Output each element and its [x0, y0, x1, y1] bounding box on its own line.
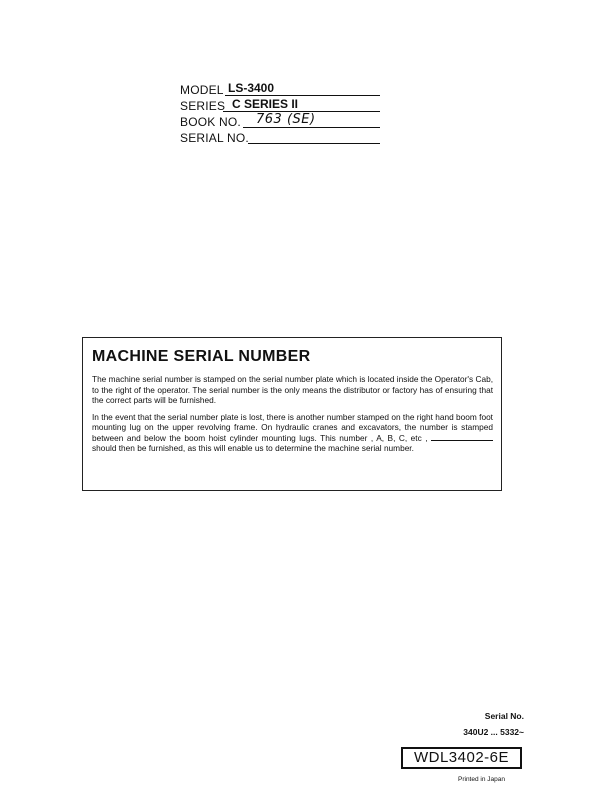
book-no-label: BOOK NO.	[180, 115, 241, 129]
model-field	[180, 82, 380, 98]
notice-paragraph-1: The machine serial number is stamped on the serial number plate which is located inside the Operator's Cab, to the right of the operator. The serial number is the only means the distributor or factory has of ensuring that the correct parts will be furnished.	[92, 374, 493, 405]
serial-number-notice-box	[82, 337, 502, 491]
header-fields	[180, 82, 380, 146]
model-value: LS-3400	[228, 81, 275, 95]
model-label: MODEL	[180, 83, 224, 97]
serial-no-heading: Serial No.	[484, 711, 524, 721]
document-number: WDL3402-6E	[401, 747, 522, 769]
series-label: SERIES	[180, 99, 226, 113]
book-no-field	[180, 114, 380, 130]
serial-range: 340U2 ... 5332~	[463, 727, 524, 737]
notice-paragraph-2-start: In the event that the serial number plate is lost, there is another number stamped on the right hand boom foot mounting lug on the upper revolving frame. On hydraulic cranes and excavators, the number is stamped between and below the boom hoist cylinder mounting lugs. This number , A, B, C, etc ,	[92, 411, 493, 443]
book-no-underline	[243, 127, 380, 128]
printed-in-label: Printed in Japan	[458, 776, 505, 783]
notice-title: MACHINE SERIAL NUMBER	[92, 348, 311, 365]
serial-no-underline	[248, 143, 380, 144]
identifier-blank-line	[431, 433, 493, 441]
notice-paragraph-2	[92, 412, 493, 454]
series-value: C SERIES II	[232, 97, 299, 111]
book-no-handwritten-value: 763 (SE)	[256, 112, 316, 127]
serial-no-field	[180, 130, 380, 146]
serial-no-label: SERIAL NO.	[180, 131, 249, 145]
model-underline	[225, 95, 380, 96]
serial-range-block	[463, 711, 524, 738]
notice-paragraph-2-end: should then be furnished, as this will enable us to determine the machine serial number.	[92, 443, 414, 453]
